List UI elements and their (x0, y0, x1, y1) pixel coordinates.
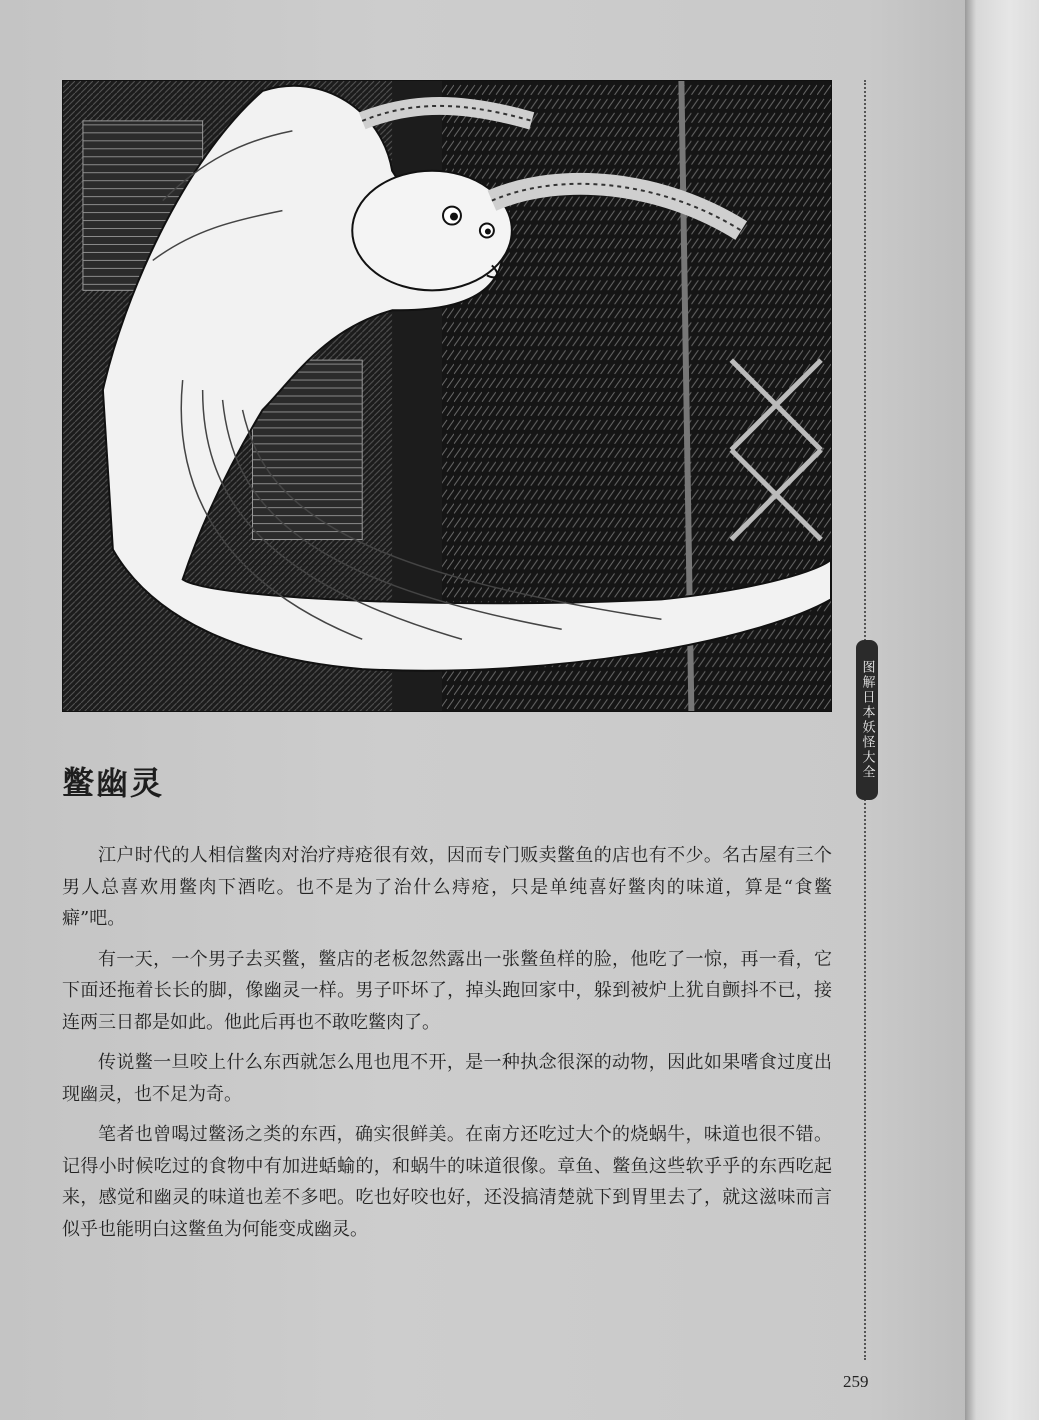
book-title-side-tab: 图解日本妖怪大全 (856, 640, 878, 800)
article-title: 鳖幽灵 (62, 764, 165, 802)
ghost-turtle-illustration (62, 80, 832, 712)
illustration-art (63, 81, 831, 711)
article-body (62, 840, 832, 1254)
paragraph-1: 江户时代的人相信鳖肉对治疗痔疮很有效，因而专门贩卖鳖鱼的店也有不少。名古屋有三个男人总喜欢用鳖肉下酒吃。也不是为了治什么痔疮，只是单纯喜好鳖肉的味道，算是“食鳖癖”吧。 (62, 845, 832, 929)
paragraph-4: 笔者也曾喝过鳖汤之类的东西，确实很鲜美。在南方还吃过大个的烧蜗牛，味道也很不错。记得小时候吃过的食物中有加进蛞蝓的，和蜗牛的味道很像。章鱼、鳖鱼这些软乎乎的东西吃起来，感觉和幽灵的味道也差不多吧。吃也好咬也好，还没搞清楚就下到胃里去了，就这滋味而言似乎也能明白这鳖鱼为何能变成幽灵。 (62, 1124, 832, 1240)
page-number: 259 (843, 1372, 869, 1391)
page-edge (965, 0, 1039, 1420)
paragraph-2: 有一天，一个男子去买鳖，鳖店的老板忽然露出一张鳖鱼样的脸，他吃了一惊，再一看，它下面还拖着长长的脚，像幽灵一样。男子吓坏了，掉头跑回家中，躲到被炉上犹自颤抖不已，接连两三日都是如此。他此后再也不敢吃鳖肉了。 (62, 948, 832, 1033)
paragraph-3: 传说鳖一旦咬上什么东西就怎么甩也甩不开，是一种执念很深的动物，因此如果嗜食过度出现幽灵，也不足为奇。 (62, 1052, 832, 1105)
